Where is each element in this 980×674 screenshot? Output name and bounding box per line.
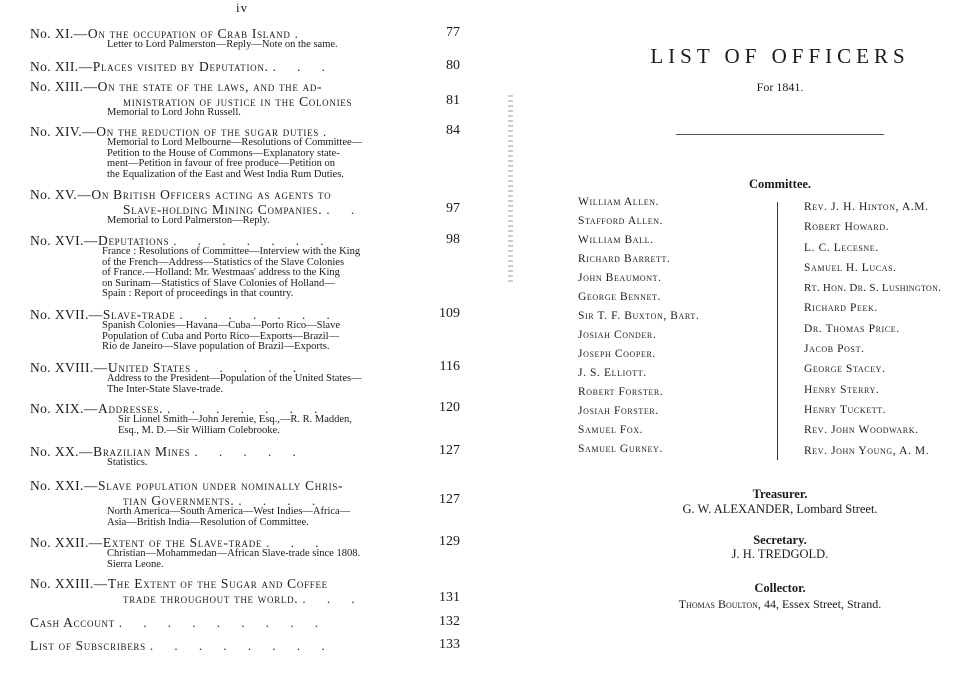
committee-member: Samuel H. Lucas. [804, 261, 897, 274]
entry-description: Statistics. [107, 457, 148, 468]
committee-member: Josiah Conder. [578, 329, 657, 341]
entry-number: No. XVI. [30, 233, 84, 248]
entry-title: —The Extent of the Sugar and Coffee [93, 576, 328, 591]
entry-number: No. XI. [30, 26, 74, 41]
committee-member: Samuel Fox. [578, 424, 644, 436]
entry-description: Memorial to Lord Palmerston—Reply. [107, 215, 270, 226]
entry-dots: . . . [266, 535, 328, 550]
committee-member: Jacob Post. [804, 343, 865, 356]
toc-entry [30, 443, 460, 469]
entry-description: North America—South America—West Indies—Africa— Asia—British India—Resolution of Committee. [107, 506, 351, 528]
toc-entry [30, 25, 460, 51]
committee-member: Josiah Forster. [578, 405, 659, 417]
collector-entry [556, 597, 980, 612]
committee-member: Henry Sterry. [804, 383, 880, 396]
entry-page: 81 [446, 93, 460, 108]
committee-member: Joseph Cooper. [578, 348, 656, 360]
collector-heading: Collector. [754, 581, 806, 595]
page-number: iv [236, 0, 249, 15]
committee-column-right [804, 201, 941, 465]
entry-title: —Places visited by Deputation. [78, 59, 269, 74]
entry-number: No. XIX. [30, 401, 84, 416]
entry-title: —Slave-trade [88, 307, 176, 322]
entry-title-continued: trade throughout the world. [123, 591, 299, 606]
entry-title: —On the state of the laws, and the ad- [83, 79, 323, 94]
entry-title-continued: tian Governments. [123, 493, 235, 508]
collector-name: Thomas Boulton, [678, 597, 761, 611]
entry-page: 98 [446, 232, 460, 247]
entry-number: No. XXIII. [30, 576, 94, 591]
secretary-heading: Secretary. [753, 533, 807, 547]
committee-member: J. S. Elliott. [578, 367, 647, 379]
entry-page: 116 [439, 359, 460, 374]
entry-number: No. XVIII. [30, 360, 94, 375]
committee-member: Rev. J. H. Hinton, A.M. [804, 201, 929, 213]
toc-entry [30, 359, 460, 395]
entry-description: Memorial to Lord Melbourne—Resolutions of Committee— Petition to the House of Commons—Explanatory state- ment—Petition in favour of free produce—Petition on the Equalization of the East and West India Rum Duties. [107, 137, 363, 180]
entry-title: —United States [93, 360, 191, 375]
committee-heading: Committee. [748, 177, 812, 191]
secretary-name: J. H. TREDGOLD. [731, 547, 829, 561]
entry-page: 129 [439, 534, 460, 549]
entry-title: Cash Account [30, 615, 115, 630]
entry-dots: . . . . . . . [179, 307, 339, 322]
entry-page: 131 [439, 590, 460, 605]
treasurer-name: G. W. ALEXANDER, Lombard Street. [682, 502, 878, 516]
committee-member: Rev. John Woodwark. [804, 424, 919, 437]
entry-page: 84 [446, 123, 460, 138]
entry-number: No. XV. [30, 187, 78, 202]
entry-title: —Brazilian Mines [78, 444, 191, 459]
entry-title-continued: ministration of justice in the Colonies [123, 94, 353, 109]
entry-description: Spanish Colonies—Havana—Cuba—Porto Rico—Slave Population of Cuba and Porto Rico—Exports—Brazil— Rio de Janeiro—Slave population of Brazil—Exports. [102, 320, 340, 353]
toc-entry [30, 186, 460, 227]
entry-title: —Extent of the Slave-trade [88, 535, 263, 550]
entry-dots: . . . . . . . [167, 401, 327, 416]
committee-member: L. C. Lecesne. [804, 241, 879, 254]
entry-number: No. XXI. [30, 478, 84, 493]
entry-page: 127 [439, 492, 460, 507]
committee-member: William Allen. [578, 196, 660, 208]
entry-dots: . . . . . [194, 444, 305, 459]
entry-description: Address to the President—Population of the United States— The Inter-State Slave-trade. [107, 373, 362, 395]
entry-description: France : Resolutions of Committee—Interview with the King of the French—Address—Statistics of the Slave Colonies of France.—Holland: Mr. Westmaas' address to the King on Surinam—Statistics of Slave Colonies of Holland— Spain : Report of proceedings in that country. [102, 246, 361, 300]
committee-member: Robert Howard. [804, 221, 890, 234]
entry-number: No. XVII. [30, 307, 89, 322]
book-spine-shadow [508, 95, 513, 285]
entry-dots: . . . . . . . . . [118, 615, 328, 630]
committee-member: Robert Forster. [578, 386, 664, 398]
entry-page: 120 [439, 400, 460, 415]
toc-entry [30, 232, 460, 300]
toc-entry [30, 575, 460, 605]
committee-member: John Beaumont. [578, 272, 662, 284]
entry-title-continued: Slave-holding Mining Companies. [123, 202, 323, 217]
toc-entry [30, 306, 460, 353]
committee-member: Rev. John Young, A. M. [804, 444, 930, 457]
entry-title: —On the reduction of the sugar duties [82, 124, 319, 139]
entry-number: No. XXII. [30, 535, 89, 550]
entry-dots: . . . . . [194, 360, 306, 375]
entry-dots: . . . . [238, 493, 325, 508]
committee-member: Rt. Hon. Dr. S. Lushington. [804, 282, 942, 295]
entry-number: No. XIV. [30, 124, 83, 139]
toc-entry [30, 637, 460, 652]
entry-title: —On British Officers acting as agents to [77, 187, 332, 202]
entry-description: Christian—Mohammedan—African Slave-trade since 1808. Sierra Leone. [107, 548, 361, 570]
entry-number: No. XII. [30, 59, 79, 74]
committee-member: Stafford Allen. [578, 215, 664, 227]
entry-number: No. XIII. [30, 79, 84, 94]
committee-member: William Ball. [578, 234, 654, 246]
entry-title: —On the occupation of Crab Island [73, 26, 291, 41]
divider [676, 134, 884, 135]
committee-column-left [578, 196, 699, 462]
page-title: LIST OF OFFICERS [650, 44, 910, 68]
entry-number: No. XX. [30, 444, 79, 459]
entry-page: 127 [439, 443, 460, 458]
toc-entry [30, 123, 460, 180]
entry-title: —Addresses. [83, 401, 164, 416]
entry-page: 109 [439, 306, 460, 321]
toc-entry [30, 58, 460, 73]
entry-dots: . . . . . . . . [149, 638, 334, 653]
committee-member: Richard Peek. [804, 302, 878, 315]
page-subtitle: For 1841. [756, 80, 804, 94]
toc-entry [30, 534, 460, 570]
entry-page: 133 [439, 637, 460, 652]
committee-member: George Bennet. [578, 291, 662, 303]
entry-description: Sir Lionel Smith—John Jeremie, Esq.,—R. R. Madden, Esq., M. D.—Sir William Colebrooke. [118, 414, 352, 436]
entry-description: Letter to Lord Palmerston—Reply—Note on the same. [107, 39, 338, 50]
collector-address: 44, Essex Street, Strand. [763, 597, 882, 611]
entry-title: —Deputations [83, 233, 170, 248]
toc-entry [30, 400, 460, 436]
committee-member: Sir T. F. Buxton, Bart. [578, 310, 700, 322]
committee-member: George Stacey. [804, 363, 886, 376]
entry-dots: . [294, 26, 307, 41]
entry-dots: . . . [272, 59, 334, 74]
entry-title: —Slave population under nominally Chris- [83, 478, 344, 493]
entry-dots: . . [326, 202, 364, 217]
column-divider [777, 202, 778, 460]
entry-description: Memorial to Lord John Russell. [107, 107, 241, 118]
entry-page: 132 [439, 614, 460, 629]
treasurer-heading: Treasurer. [752, 487, 808, 501]
toc-entry [30, 614, 460, 629]
committee-member: Richard Barrett. [578, 253, 671, 265]
committee-member: Henry Tuckett. [804, 403, 887, 416]
entry-page: 80 [446, 58, 460, 73]
entry-dots: . . . [302, 591, 364, 606]
entry-page: 77 [446, 25, 460, 40]
committee-member: Dr. Thomas Price. [804, 322, 900, 335]
entry-dots: . . . . . . . [173, 233, 333, 248]
entry-title: List of Subscribers [30, 638, 146, 653]
entry-page: 97 [446, 201, 460, 216]
entry-dots: . [322, 124, 336, 139]
committee-member: Samuel Gurney. [578, 443, 663, 455]
toc-entry [30, 477, 460, 528]
toc-entry [30, 78, 460, 119]
